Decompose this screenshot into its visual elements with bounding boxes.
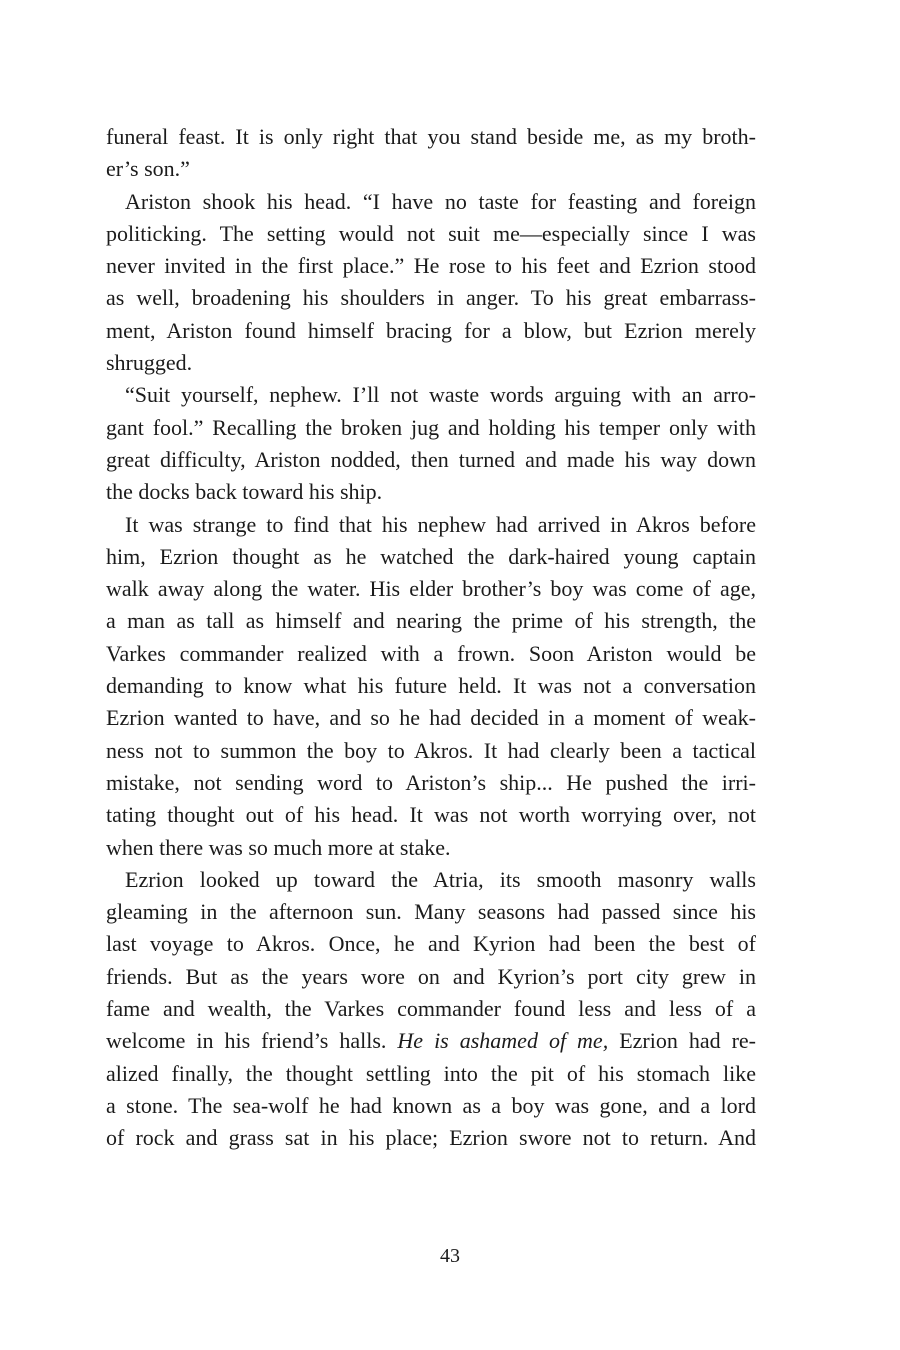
text-line: funeral feast. It is only right that you stand beside me, as my broth- xyxy=(106,124,756,149)
text-line: “Suit yourself, nephew. I’ll not waste words arguing with an arro- xyxy=(125,382,756,408)
text-line: last voyage to Akros. Once, he and Kyrion had been the best of xyxy=(106,931,756,957)
text-line: never invited in the first place.” He rose to his feet and Ezrion stood xyxy=(106,253,756,279)
text-line: ness not to summon the boy to Akros. It had clearly been a tactical xyxy=(106,737,756,763)
text-line: mistake, not sending word to Ariston’s ship... He pushed the irri- xyxy=(106,769,756,795)
text-line: him, Ezrion thought as he watched the dark-haired young captain xyxy=(106,543,756,569)
page-number: 43 xyxy=(440,1245,460,1267)
italic-text: He is ashamed of me, xyxy=(397,1028,609,1054)
text-line: the docks back toward his ship. xyxy=(106,479,383,505)
text-line: gant fool.” Recalling the broken jug and holding his temper only with xyxy=(106,414,756,440)
text-line: Ezrion wanted to have, and so he had decided in a moment of weak- xyxy=(106,705,756,731)
text-line: ment, Ariston found himself bracing for a blow, but Ezrion merely xyxy=(106,317,756,343)
text-line: It was strange to find that his nephew had arrived in Akros before xyxy=(125,511,756,537)
text-line: great difficulty, Ariston nodded, then turned and made his way down xyxy=(106,446,756,472)
text-line: shrugged. xyxy=(106,350,193,376)
text-line: fame and wealth, the Varkes commander found less and less of a xyxy=(106,996,756,1022)
text-line: a stone. The sea-wolf he had known as a boy was gone, and a lord xyxy=(106,1092,756,1118)
text-segment: Ezrion had re- xyxy=(619,1028,757,1054)
body-text xyxy=(106,121,756,1155)
text-line: er’s son.” xyxy=(106,156,190,182)
text-line: alized finally, the thought settling into the pit of his stomach like xyxy=(106,1060,756,1086)
text-line: politicking. The setting would not suit me—especially since I was xyxy=(106,220,756,246)
text-line: when there was so much more at stake. xyxy=(106,834,451,860)
text-line: tating thought out of his head. It was not worth worrying over, not xyxy=(106,802,756,828)
text-line: demanding to know what his future held. It was not a conversation xyxy=(106,673,756,699)
text-line: of rock and grass sat in his place; Ezrion swore not to return. And xyxy=(106,1125,756,1151)
text-line xyxy=(106,1025,756,1057)
text-line: Varkes commander realized with a frown. Soon Ariston would be xyxy=(106,640,756,666)
text-line: walk away along the water. His elder brother’s boy was come of age, xyxy=(106,576,756,602)
text-line: Ariston shook his head. “I have no taste for feasting and foreign xyxy=(125,188,756,214)
text-line: as well, broadening his shoulders in anger. To his great embarrass- xyxy=(106,285,756,311)
text-line: friends. But as the years wore on and Kyrion’s port city grew in xyxy=(106,963,756,989)
text-segment: welcome in his friend’s halls. xyxy=(106,1028,387,1054)
text-line: Ezrion looked up toward the Atria, its smooth masonry walls xyxy=(125,866,756,892)
text-line: a man as tall as himself and nearing the prime of his strength, the xyxy=(106,608,756,634)
text-line: gleaming in the afternoon sun. Many seasons had passed since his xyxy=(106,899,756,925)
